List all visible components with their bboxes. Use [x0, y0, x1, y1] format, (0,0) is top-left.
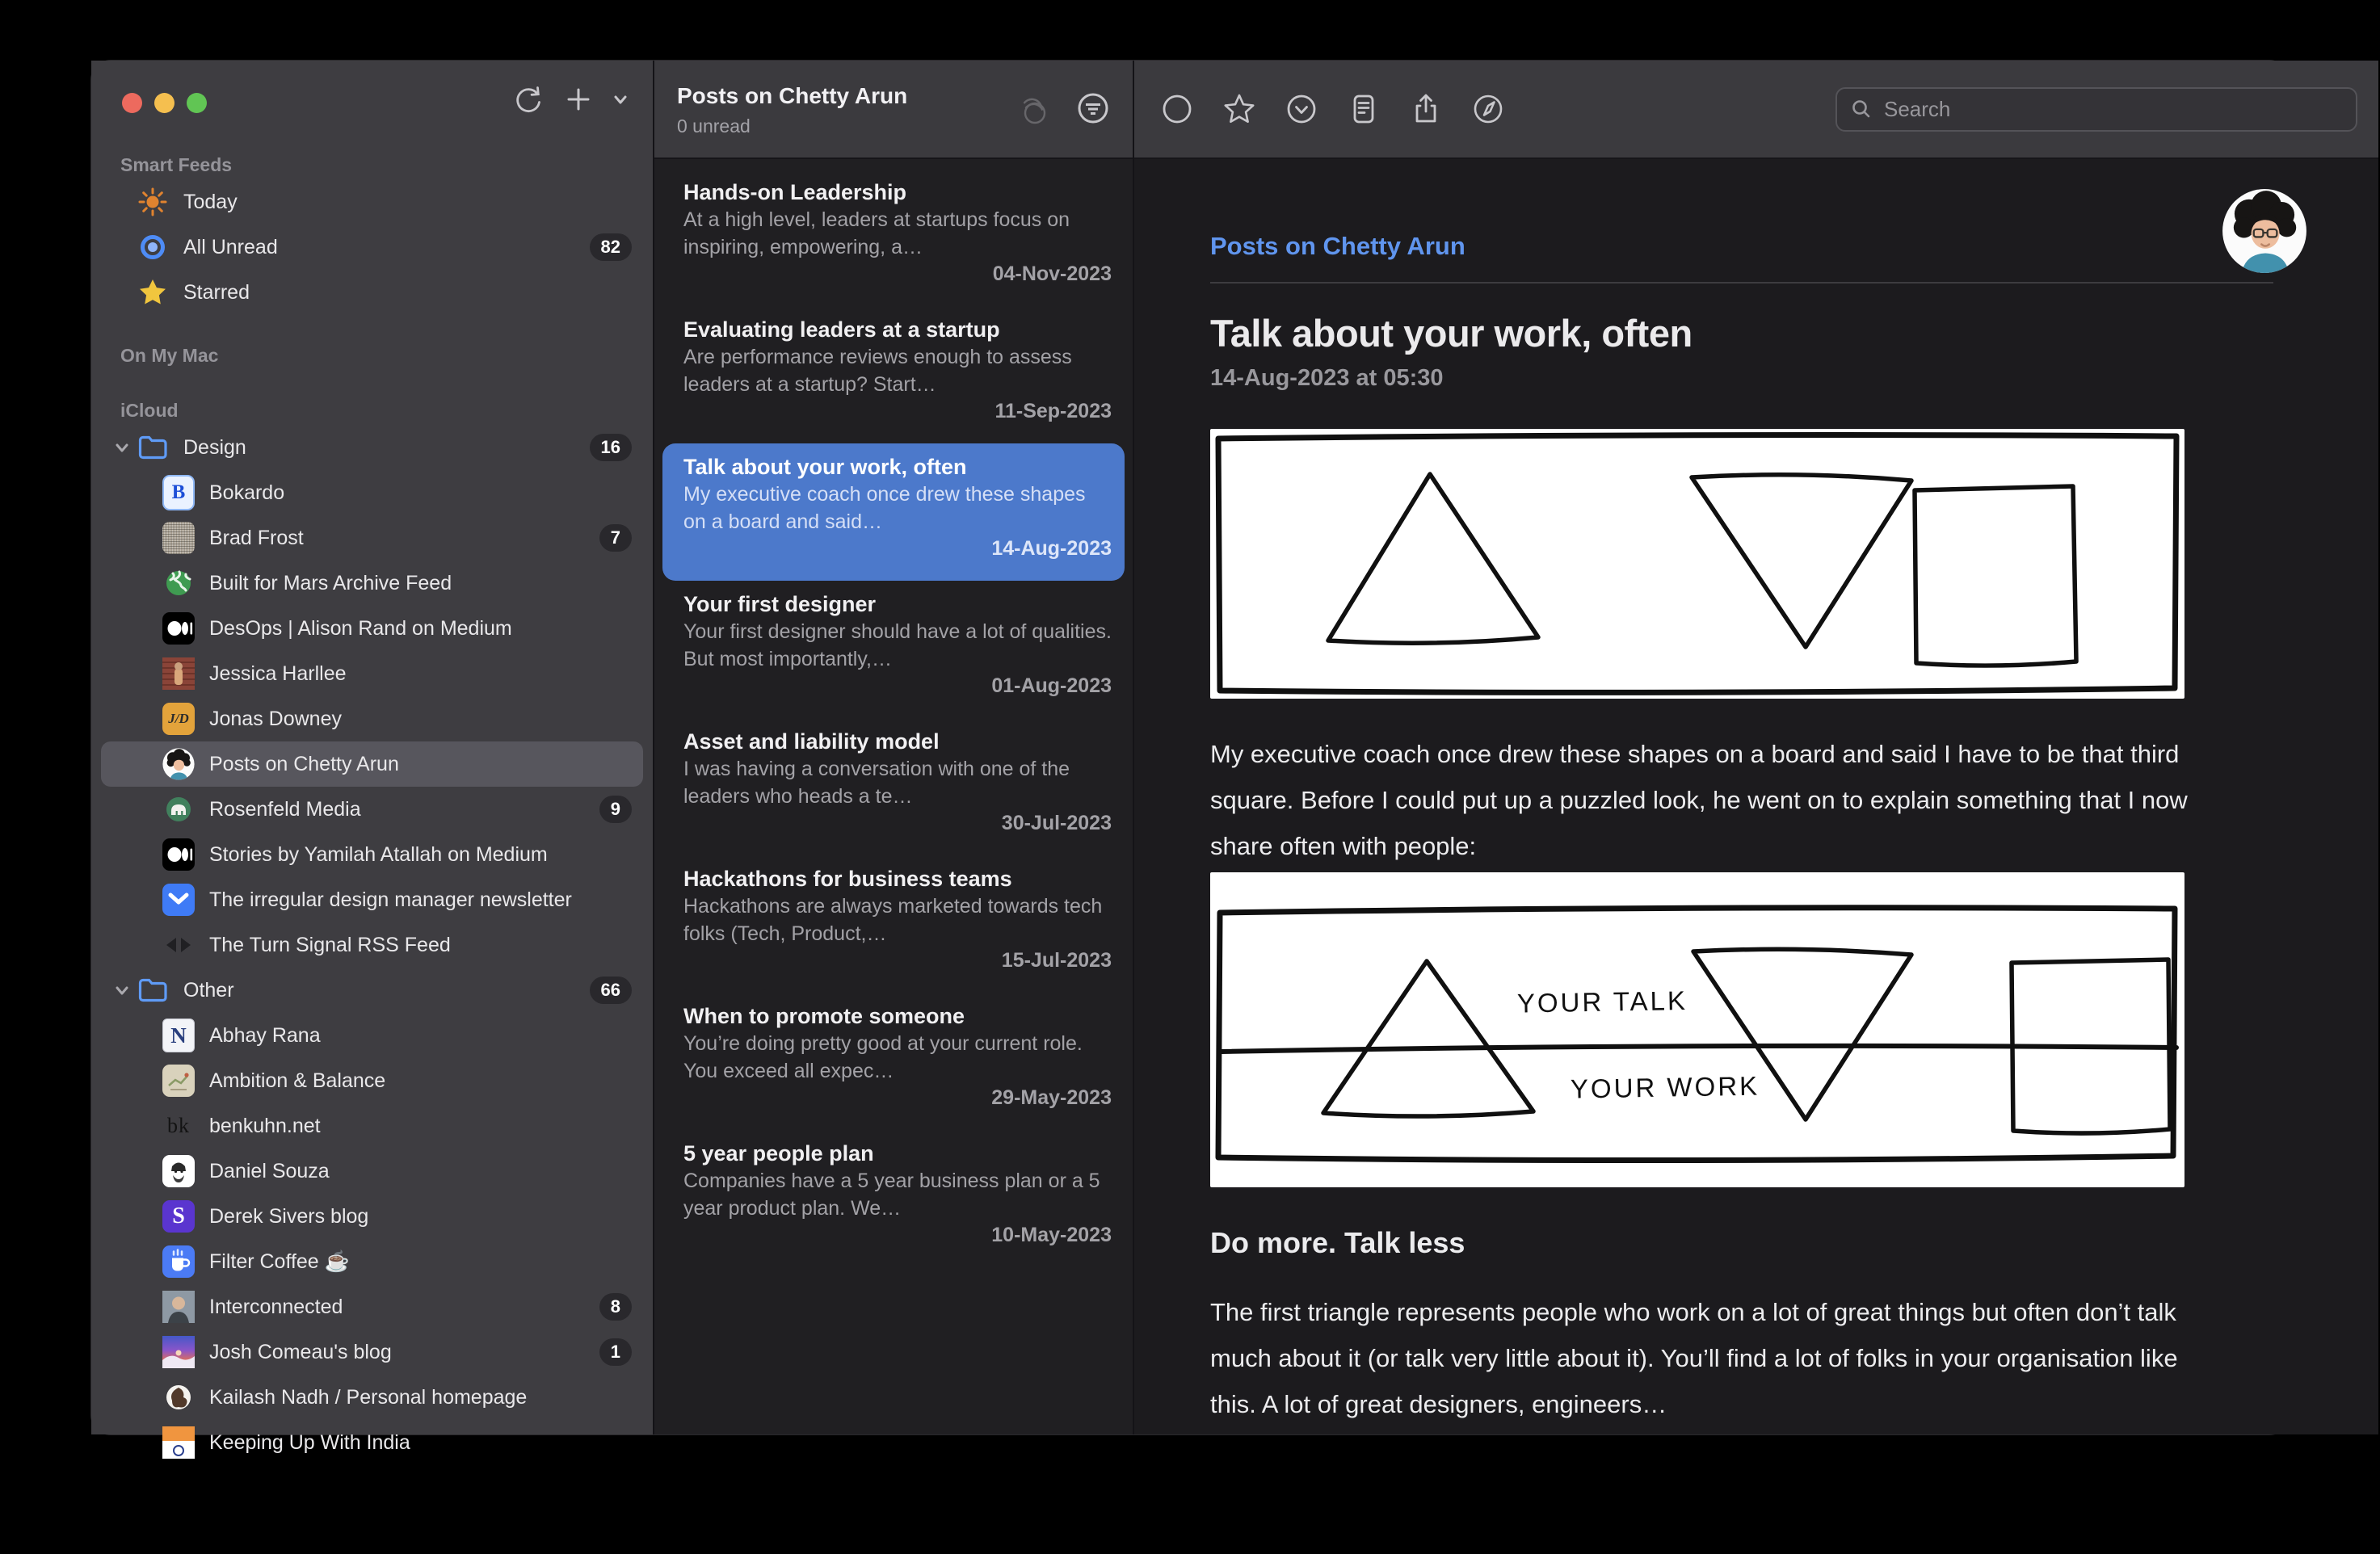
- desops-icon: [162, 612, 195, 645]
- author-avatar: [2222, 188, 2307, 274]
- list-item[interactable]: [654, 306, 1133, 443]
- article-content: [1134, 159, 2378, 1434]
- list-item-summary: At a high level, leaders at startups focus on inspiring, empowering, a…: [683, 208, 1070, 258]
- unread-badge: 82: [590, 233, 632, 261]
- share-button[interactable]: [1407, 90, 1444, 128]
- list-item-date: 14-Aug-2023: [991, 537, 1112, 560]
- article-paragraph-1: My executive coach once drew these shapes on a board and said I have to be that third square. Before I could put up a puzzled look, he went on to explain something that I now share often with people:: [1210, 740, 2188, 860]
- star-button[interactable]: [1221, 90, 1258, 128]
- article-title: Talk about your work, often: [1210, 312, 1692, 355]
- sidebar-item-turn-signal[interactable]: [91, 922, 653, 968]
- article-date: 14-Aug-2023 at 05:30: [1210, 365, 1444, 391]
- sidebar-item-label: Starred: [183, 280, 250, 304]
- list-title: Posts on Chetty Arun: [677, 83, 908, 108]
- diagram-label-your-work: YOUR WORK: [1570, 1070, 1760, 1104]
- list-item[interactable]: [654, 855, 1133, 993]
- turn-signal-icon: [162, 929, 195, 961]
- refresh-button[interactable]: [511, 82, 546, 117]
- sidebar-item-today[interactable]: [91, 179, 653, 225]
- rosenfeld-media-icon: [162, 793, 195, 825]
- article-heading-2: Do more. Talk less: [1210, 1226, 1465, 1259]
- sidebar-item-keeping-up-with-india[interactable]: [91, 1420, 653, 1465]
- ambition-balance-icon: [162, 1065, 195, 1097]
- all-unread-icon: [137, 231, 169, 263]
- sidebar-item-starred[interactable]: [91, 270, 653, 315]
- sidebar-item-rosenfeld-media[interactable]: [91, 787, 653, 832]
- sidebar-item-all-unread[interactable]: [91, 225, 653, 270]
- list-item[interactable]: [654, 169, 1133, 306]
- add-feed-button[interactable]: [562, 83, 595, 116]
- unread-badge: 16: [590, 434, 632, 461]
- sidebar-item-label: Interconnected: [209, 1295, 343, 1318]
- sidebar-rows: [91, 137, 653, 1465]
- irregular-newsletter-icon: [162, 884, 195, 916]
- article-list: [654, 159, 1133, 1267]
- unread-badge: 8: [599, 1293, 632, 1321]
- sidebar-item-label: benkuhn.net: [209, 1114, 321, 1137]
- article-image-shapes: [1210, 429, 2184, 699]
- keeping-up-with-india-icon: [162, 1426, 195, 1459]
- search-icon: [1850, 98, 1873, 120]
- sidebar-item-jessica-harllee[interactable]: [91, 651, 653, 696]
- sidebar-item-brad-frost[interactable]: [91, 515, 653, 561]
- list-item-date: 29-May-2023: [991, 1086, 1112, 1109]
- list-item-title: Asset and liability model: [683, 729, 940, 754]
- abhay-rana-icon: N: [162, 1019, 195, 1052]
- list-item-date: 10-May-2023: [991, 1224, 1112, 1246]
- mark-unread-button[interactable]: [1158, 90, 1196, 128]
- sidebar-section-smart-feeds: Smart Feeds: [120, 154, 233, 175]
- sidebar-item-irregular-newsletter[interactable]: [91, 877, 653, 922]
- list-header: [654, 61, 1133, 159]
- list-item-title: When to promote someone: [683, 1004, 965, 1028]
- list-item-date: 11-Sep-2023: [994, 400, 1112, 422]
- jessica-harllee-icon: [162, 657, 195, 690]
- sidebar-item-label: The irregular design manager newsletter: [209, 888, 572, 911]
- filter-button[interactable]: [1074, 90, 1112, 127]
- list-item-summary: You’re doing pretty good at your current role. You exceed all expec…: [683, 1032, 1083, 1082]
- josh-comeau-icon: [162, 1336, 195, 1368]
- list-item[interactable]: [654, 1130, 1133, 1267]
- sidebar-item-label: Kailash Nadh / Personal homepage: [209, 1385, 528, 1409]
- unread-badge: 7: [599, 524, 632, 552]
- unread-badge: 9: [599, 796, 632, 823]
- sidebar-item-label: Abhay Rana: [209, 1023, 321, 1047]
- unread-count: 0 unread: [677, 116, 751, 136]
- sidebar-section-on-my-mac: On My Mac: [120, 345, 219, 366]
- sidebar-item-derek-sivers[interactable]: [91, 1194, 653, 1239]
- sidebar-item-bokardo[interactable]: [91, 470, 653, 515]
- sidebar-item-label: Other: [183, 978, 234, 1002]
- sidebar-item-label: Posts on Chetty Arun: [209, 752, 399, 775]
- sidebar-item-interconnected[interactable]: [91, 1284, 653, 1329]
- sidebar-item-label: Jonas Downey: [209, 707, 342, 730]
- sidebar-item-label: The Turn Signal RSS Feed: [209, 933, 451, 956]
- mark-all-read-button[interactable]: [1015, 90, 1052, 127]
- sidebar-item-benkuhn[interactable]: [91, 1103, 653, 1149]
- app-window: [91, 61, 2289, 1454]
- sidebar-item-stories-yamilah[interactable]: [91, 832, 653, 877]
- sidebar-item-desops[interactable]: [91, 606, 653, 651]
- next-unread-button[interactable]: [1283, 90, 1320, 128]
- disclosure-chevron-icon[interactable]: [107, 981, 137, 1000]
- list-item[interactable]: [654, 993, 1133, 1130]
- feed-link[interactable]: Posts on Chetty Arun: [1210, 232, 1465, 260]
- sidebar-item-jonas-downey[interactable]: [91, 696, 653, 741]
- sidebar-item-kailash-nadh[interactable]: [91, 1375, 653, 1420]
- article-list-pane: [653, 61, 1133, 1434]
- list-item-title: Hackathons for business teams: [683, 867, 1012, 891]
- header-divider: [1210, 282, 2273, 284]
- sidebar-item-label: Ambition & Balance: [209, 1069, 386, 1092]
- sidebar-item-label: DesOps | Alison Rand on Medium: [209, 616, 512, 640]
- list-item-summary: Hackathons are always marketed towards tech folks (Tech, Product,…: [683, 895, 1103, 945]
- unread-badge: 66: [590, 976, 632, 1004]
- sidebar-item-label: Today: [183, 190, 238, 213]
- kailash-nadh-icon: [162, 1381, 195, 1413]
- sidebar-item-label: Jessica Harllee: [209, 662, 347, 685]
- article-toolbar: [1134, 61, 2378, 159]
- sidebar-item-design[interactable]: [91, 425, 653, 470]
- posts-on-chetty-arun-icon: [162, 748, 195, 780]
- sidebar-item-posts-on-chetty-arun[interactable]: [101, 741, 643, 787]
- list-item-summary: Are performance reviews enough to assess leaders at a startup? Start…: [683, 346, 1072, 396]
- list-item-title: Talk about your work, often: [683, 455, 967, 479]
- today-icon: [137, 186, 169, 218]
- daniel-souza-icon: [162, 1155, 195, 1187]
- brad-frost-icon: [162, 522, 195, 554]
- list-item-title: Hands-on Leadership: [683, 180, 907, 204]
- sidebar-item-label: Rosenfeld Media: [209, 797, 361, 821]
- disclosure-chevron-icon[interactable]: [107, 438, 137, 457]
- sidebar: [91, 61, 653, 1454]
- sidebar-item-label: Keeping Up With India: [209, 1430, 410, 1454]
- sidebar-item-label: Built for Mars Archive Feed: [209, 571, 452, 594]
- built-for-mars-icon: [162, 567, 195, 599]
- traffic-lights: [122, 93, 207, 113]
- design-icon: [137, 431, 169, 464]
- sidebar-item-label: All Unread: [183, 235, 278, 258]
- diagram-label-your-talk: YOUR TALK: [1516, 985, 1688, 1018]
- sidebar-item-other[interactable]: [91, 968, 653, 1013]
- list-item-summary: Companies have a 5 year business plan or a 5 year product plan. We…: [683, 1170, 1100, 1220]
- sidebar-item-label: Stories by Yamilah Atallah on Medium: [209, 842, 548, 866]
- list-item-summary: My executive coach once drew these shapes on a board and said…: [683, 483, 1086, 533]
- sidebar-item-filter-coffee[interactable]: [91, 1239, 653, 1284]
- sidebar-item-label: Derek Sivers blog: [209, 1204, 369, 1228]
- list-item[interactable]: [662, 443, 1125, 581]
- list-item-title: Evaluating leaders at a startup: [683, 317, 1000, 342]
- sidebar-item-label: Josh Comeau's blog: [209, 1340, 392, 1363]
- sidebar-item-abhay-rana[interactable]: [91, 1013, 653, 1058]
- sidebar-item-daniel-souza[interactable]: [91, 1149, 653, 1194]
- starred-icon: [137, 276, 169, 309]
- list-item-title: 5 year people plan: [683, 1141, 874, 1166]
- sidebar-item-label: Daniel Souza: [209, 1159, 330, 1182]
- article-image-talk-work-diagram: [1210, 872, 2184, 1187]
- bokardo-icon: B: [162, 477, 195, 509]
- sidebar-section-icloud: iCloud: [120, 400, 179, 421]
- interconnected-icon: [162, 1291, 195, 1323]
- list-item-date: 01-Aug-2023: [991, 674, 1112, 697]
- add-menu-chevron-icon[interactable]: [611, 90, 630, 109]
- article-pane: [1133, 61, 2378, 1434]
- benkuhn-icon: bk: [167, 1114, 190, 1137]
- filter-coffee-icon: [162, 1245, 195, 1278]
- titlebar: [91, 61, 653, 137]
- close-button[interactable]: [122, 93, 142, 113]
- article-paragraph-2: The first triangle represents people who work on a lot of great things but often don’t talk much about it (or talk very little about it). You’ll find a lot of folks in your organisation like this. A lot of great designers, engineers…: [1210, 1298, 2178, 1418]
- search-input[interactable]: [1837, 96, 2356, 123]
- zoom-button[interactable]: [187, 93, 207, 113]
- sidebar-item-label: Design: [183, 435, 246, 459]
- list-item-date: 30-Jul-2023: [1001, 812, 1112, 834]
- sidebar-item-label: Bokardo: [209, 481, 285, 504]
- list-item-title: Your first designer: [683, 592, 877, 616]
- list-item-summary: I was having a conversation with one of the leaders who heads a te…: [683, 758, 1070, 808]
- other-icon: [137, 974, 169, 1006]
- sidebar-item-label: Filter Coffee ☕: [209, 1250, 350, 1273]
- sidebar-item-built-for-mars[interactable]: [91, 561, 653, 606]
- sidebar-item-label: Brad Frost: [209, 526, 304, 549]
- list-item-summary: Your first designer should have a lot of qualities. But most importantly,…: [683, 620, 1112, 670]
- list-item[interactable]: [654, 581, 1133, 718]
- sidebar-item-josh-comeau[interactable]: [91, 1329, 653, 1375]
- derek-sivers-icon: S: [162, 1200, 195, 1233]
- list-item-date: 04-Nov-2023: [992, 262, 1112, 285]
- stories-yamilah-icon: [162, 838, 195, 871]
- list-item-date: 15-Jul-2023: [1001, 949, 1112, 972]
- sidebar-item-ambition-balance[interactable]: [91, 1058, 653, 1103]
- search-field: [1835, 87, 2357, 132]
- list-item[interactable]: [654, 718, 1133, 855]
- open-in-browser-button[interactable]: [1470, 90, 1507, 128]
- minimize-button[interactable]: [154, 93, 175, 113]
- unread-badge: 1: [599, 1338, 632, 1366]
- reader-view-button[interactable]: [1345, 90, 1382, 128]
- jonas-downey-icon: J/D: [162, 703, 195, 735]
